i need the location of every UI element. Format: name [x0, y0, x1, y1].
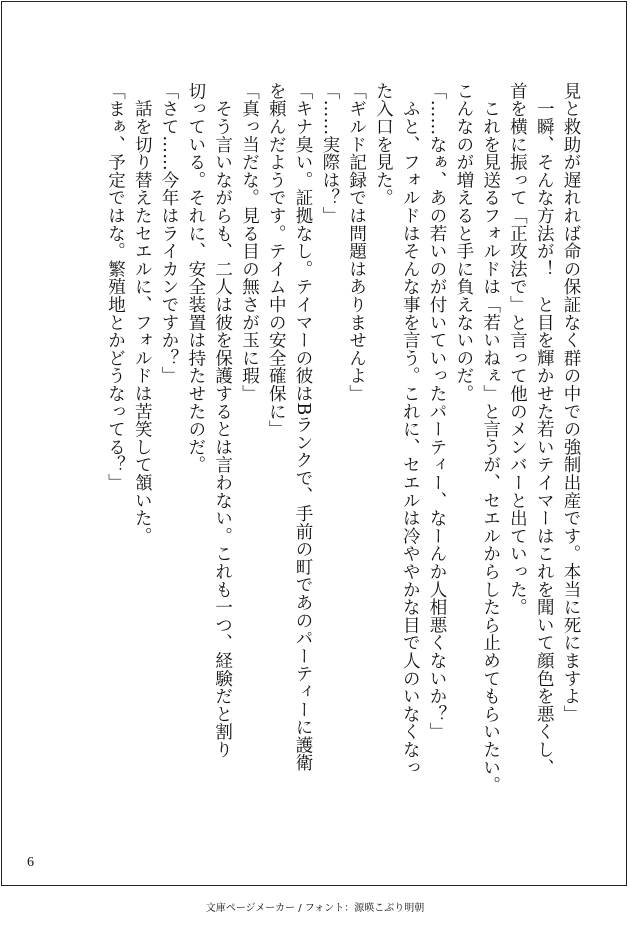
- text-line: 見と救助が遅れれば命の保証なく群の中での強制出産です。本当に死にますよ」: [561, 82, 581, 723]
- text-line: 「キナ臭い。証拠なし。テイマーの彼はBランクで、手前の町であのパーティーに護衛: [293, 82, 314, 772]
- text-line: 「さて……今年はライカンですか？」: [159, 82, 180, 385]
- text-line: そう言いながらも、二人は彼を保護するとは言わない。これも一つ、経験だと割り: [212, 82, 233, 759]
- text-line: 「真っ当だな。見る目の無さが玉に瑕」: [239, 82, 260, 403]
- footer-credit: 文庫ページメーカー / フォント：源暎こぶり明朝: [205, 903, 425, 914]
- body-text: [44, 82, 584, 842]
- text-line: 切っている。それに、安全装置は持たせたのだ。: [185, 82, 206, 474]
- text-line: こんなのが増えると手に負えないのだ。: [453, 82, 474, 403]
- text-line: 話を切り替えたセエルに、フォルドは苦笑して頷いた。: [132, 82, 153, 545]
- text-line: 「……なぁ、あの若いのが付いていったパーティー、なーんか人相悪くないか？」: [427, 82, 448, 741]
- text-line: を頼んだようです。テイム中の安全確保に」: [266, 82, 287, 438]
- text-line: 首を横に振って「正攻法で」と言って他のメンバーと出ていった。: [507, 82, 528, 616]
- text-line: 一瞬、そんな方法が！ と目を輝かせた若いテイマーはこれを聞いて顔色を悪くし、: [534, 82, 555, 777]
- page-frame: [1, 1, 627, 886]
- text-line: ふと、フォルドはそんな事を言う。これに、セエルは冷ややかな目で人のいなくなっ: [400, 82, 421, 777]
- text-line: 「ギルド記録では問題はありませんよ」: [346, 82, 367, 403]
- text-line: 「……実際は？」: [319, 82, 340, 225]
- text-line: 「まぁ、予定ではな。繁殖地とかどうなってる？」: [105, 82, 126, 492]
- page-number: 6: [27, 855, 34, 870]
- text-line: た入口を見た。: [373, 82, 394, 207]
- text-line: これを見送るフォルドは「若いねぇ」と言うが、セエルからしたら止めてもらいたい。: [480, 82, 501, 794]
